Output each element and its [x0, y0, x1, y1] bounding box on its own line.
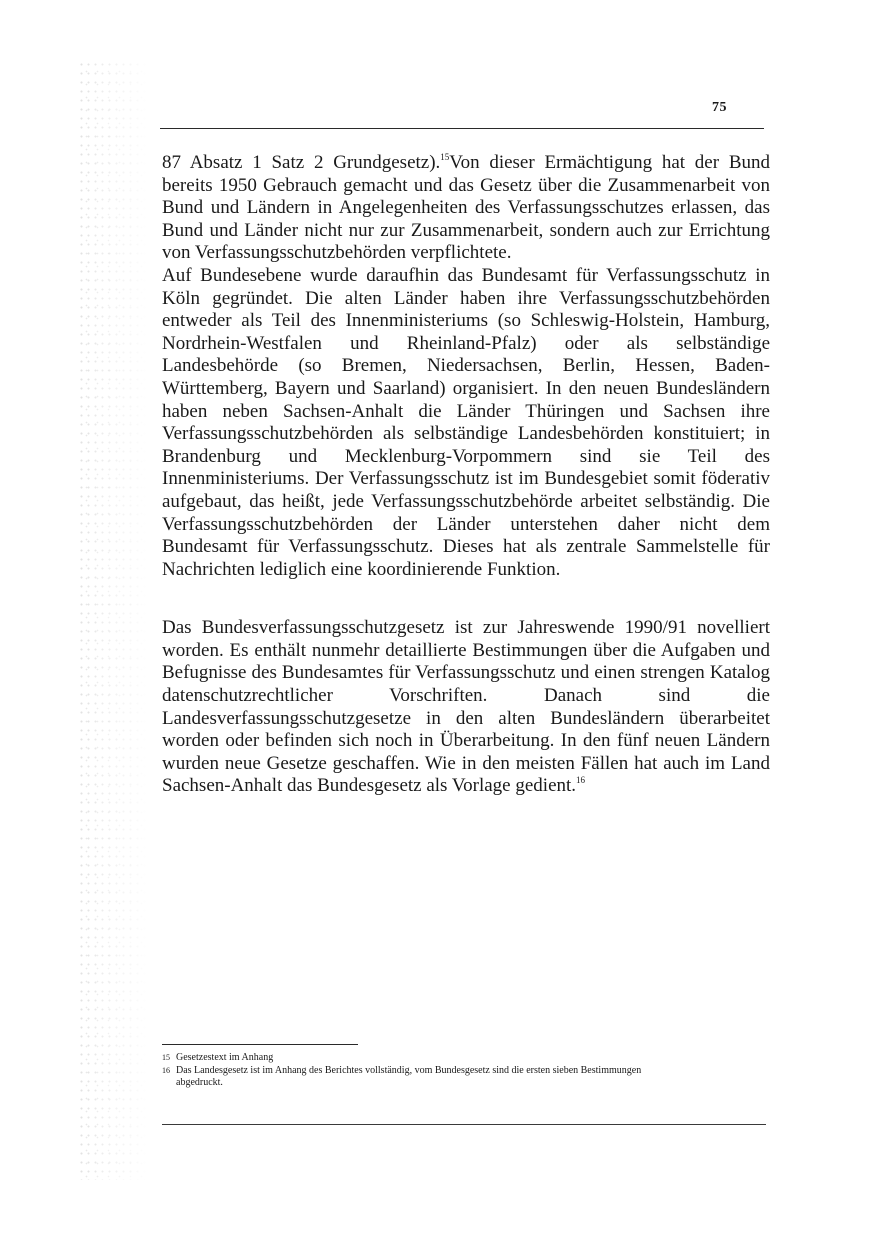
paragraph-1-start: 87 Absatz 1 Satz 2 Grundgesetz).: [162, 152, 441, 173]
footnote-16: [162, 1065, 682, 1090]
body-text: [162, 152, 770, 798]
footnote-number: 16: [162, 1065, 170, 1075]
footnote-15: [162, 1052, 682, 1065]
paragraph-3: [162, 617, 770, 798]
page-number: 75: [712, 100, 727, 115]
paragraph-1-rest: Von dieser Ermächtigung hat der Bund bereits 1950 Gebrauch gemacht und das Gesetz über die Zusammenarbeit von Bund und Ländern in Angelegenheiten des Verfassungsschutzes erlassen, das Bund und Länder nicht nur zur Zusammenarbeit, sondern auch zur Errichtung von Verfassungsschutzbehörden verpflichtete.: [162, 152, 770, 264]
footnote-ref-16[interactable]: 16: [576, 775, 586, 786]
footnote-ref-15[interactable]: 15: [440, 152, 450, 162]
footnote-text: Gesetzestext im Anhang: [176, 1052, 274, 1063]
footer-rule: [162, 1124, 766, 1125]
footnote-rule: [162, 1044, 358, 1045]
paragraph-1: [162, 152, 770, 265]
footnotes: [162, 1052, 682, 1090]
paragraph-3-text: Das Bundesverfassungsschutzgesetz ist zur Jahreswende 1990/91 novelliert worden. Es enthält nunmehr detaillierte Bestimmungen über die Aufgaben und Befugnisse des Bundesamtes für Verfassungsschutz und einen strengen Katalog datenschutzrechtlicher Vorschriften. Danach sind die Landesverfassungsschutzgesetze in den alten Bundesländern überarbeitet worden oder befinden sich noch in Überarbeitung. In den fünf neuen Ländern wurden neue Gesetze geschaffen. Wie in den meisten Fällen hat auch im Land Sachsen-Anhalt das Bundesgesetz als Vorlage gedient.: [162, 617, 770, 797]
paragraph-2: Auf Bundesebene wurde daraufhin das Bundesamt für Verfassungsschutz in Köln gegründet. Die alten Länder haben ihre Verfassungsschutzbehörden entweder als Teil des Innenministeriums (so Schleswig-Holstein, Hamburg, Nordrhein-Westfalen und Rheinland-Pfalz) oder als selbständige Landesbehörde (so Bremen, Niedersachsen, Berlin, Hessen, Baden-Württemberg, Bayern und Saarland) organisiert. In den neuen Bundesländern haben neben Sachsen-Anhalt die Länder Thüringen und Sachsen ihre Verfassungsschutzbehörden als selbständige Landesbehörden konstituiert; in Brandenburg und Mecklenburg-Vorpommern sind sie Teil des Innenministeriums. Der Verfassungsschutz ist im Bundesgebiet somit föderativ aufgebaut, das heißt, jede Verfassungsschutzbehörde arbeitet selbständig. Die Verfassungsschutzbehörden der Länder unterstehen daher nicht dem Bundesamt für Verfassungsschutz. Dieses hat als zentrale Sammelstelle für Nachrichten lediglich eine koordinierende Funktion.: [162, 264, 770, 580]
scan-edge-noise: [78, 60, 148, 1180]
header-rule: [160, 128, 764, 129]
footnote-number: 15: [162, 1053, 170, 1062]
footnote-text: Das Landesgesetz ist im Anhang des Berichtes vollständig, vom Bundesgesetz sind die ersten sieben Bestimmungen abgedruckt.: [176, 1064, 642, 1088]
